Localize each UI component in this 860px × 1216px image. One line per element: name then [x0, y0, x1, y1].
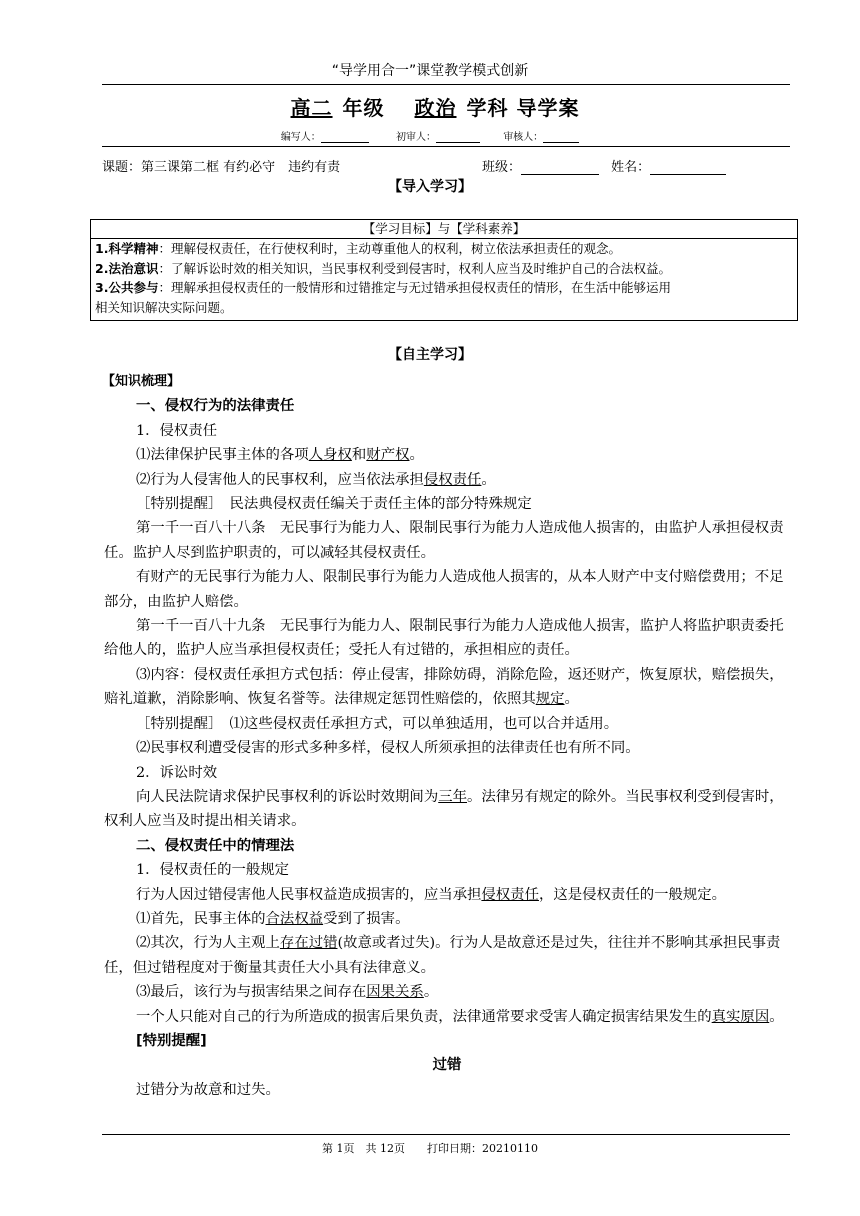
- page-footer: 第 1页 共 12页 打印日期：20210110: [322, 1142, 538, 1155]
- tip-note: ［特别提醒］ ⑴这些侵权责任承担方式，可以单独适用，也可以合并适用。: [136, 715, 619, 732]
- editor-blank[interactable]: [321, 132, 369, 143]
- goal-item: 3.公共参与：理解承担侵权责任的一般情形和过错推定与无过错承担侵权责任的情形，在生活中能够运用: [95, 280, 671, 295]
- first-review-blank[interactable]: [436, 132, 480, 143]
- subject-label: 学科: [466, 96, 509, 120]
- paragraph: ⑴首先，民事主体的合法权益受到了损害。: [136, 910, 410, 927]
- doc-type: 导学案: [516, 96, 580, 120]
- goal-item: 相关知识解决实际问题。: [95, 299, 233, 315]
- section-self-study: 【自主学习】: [388, 347, 472, 363]
- subheading: 2．诉讼时效: [136, 764, 218, 781]
- topic-line: [102, 156, 790, 175]
- title-rule: [102, 146, 790, 147]
- paragraph: ⑵民事权利遭受侵害的形式多种多样，侵权人所须承担的法律责任也有所不同。: [136, 740, 640, 757]
- paragraph: 第一千一百八十八条 无民事行为能力人、限制民事行为能力人造成他人损害的，由监护人承担侵权责任。监护人尽到监护职责的，可以减轻其侵权责任。: [104, 520, 784, 561]
- goals-heading: 【学习目标】与【学科素养】: [91, 220, 797, 239]
- doc-title: [0, 92, 860, 121]
- paragraph: ⑵行为人侵害他人的民事权利，应当依法承担侵权责任。: [136, 471, 496, 488]
- header-title: “导学用合一”课堂教学模式创新: [331, 63, 529, 79]
- content-body: [104, 370, 790, 1102]
- name-blank[interactable]: [650, 160, 726, 175]
- subheading: 1．侵权责任: [136, 422, 218, 439]
- staff-line: [0, 128, 860, 143]
- goal-item: 1.科学精神：理解侵权责任，在行使权利时，主动尊重他人的权利，树立依法承担责任的观念。: [95, 241, 621, 256]
- paragraph: 向人民法院请求保护民事权利的诉讼时效期间为三年。法律另有规定的除外。当民事权利受到侵害时，权利人应当及时提出相关请求。: [104, 788, 784, 830]
- paragraph: 有财产的无民事行为能力人、限制民事行为能力人造成他人损害的，从本人财产中支付赔偿费用；不足部分，由监护人赔偿。: [104, 569, 784, 610]
- subject-value: 政治: [414, 96, 457, 120]
- learning-goals-box: [90, 219, 798, 321]
- goal-item: 2.法治意识：了解诉讼时效的相关知识，当民事权利受到侵害时，权利人应当及时维护自己的合法权益。: [95, 260, 671, 276]
- paragraph: 第一千一百八十九条 无民事行为能力人、限制民事行为能力人造成他人损害，监护人将监护职责委托给他人的，监护人应当承担侵权责任；受托人有过错的，承担相应的责任。: [104, 618, 784, 659]
- tip-note: [特别提醒]: [136, 1032, 207, 1049]
- header-rule: [102, 84, 790, 85]
- tip-note: ［特别提醒］ 民法典侵权责任编关于责任主体的部分特殊规定: [136, 496, 532, 513]
- paragraph: 行为人因过错侵害他人民事权益造成损害的，应当承担侵权责任，这是侵权责任的一般规定。: [136, 886, 727, 903]
- class-name-fields: [482, 156, 726, 175]
- paragraph: ⑵其次，行为人主观上存在过错(故意或者过失)。行为人是故意还是过失，往往并不影响其承担民事责任，但过错程度对于衡量其责任大小具有法律意义。: [104, 935, 781, 976]
- reviewer-blank[interactable]: [543, 132, 579, 143]
- knowledge-label: 【知识梳理】: [102, 374, 181, 389]
- heading-1: 一、侵权行为的法律责任: [136, 398, 295, 415]
- first-review-label: 初审人：: [396, 132, 436, 143]
- paragraph: ⑶内容：侵权责任承担方式包括：停止侵害，排除妨碍，消除危险，返还财产，恢复原状，赔偿损失，赔礼道歉，消除影响、恢复名誉等。法律规定惩罚性赔偿的，依照其规定。: [104, 666, 784, 708]
- class-blank[interactable]: [521, 160, 599, 175]
- name-label: 姓名：: [611, 160, 651, 175]
- footer-rule: [102, 1134, 790, 1135]
- paragraph: ⑴法律保护民事主体的各项人身权和财产权。: [136, 447, 424, 464]
- grade-label: 年级: [342, 96, 385, 120]
- editor-label: 编写人：: [280, 132, 321, 143]
- paragraph: 一个人只能对自己的行为所造成的损害后果负责，法律通常要求受害人确定损害结果发生的真实原因。: [136, 1008, 784, 1025]
- fault-title: 过错: [432, 1057, 462, 1074]
- topic-label: 课题：第三课第二框 有约必守 违约有责: [102, 160, 341, 175]
- subheading: 1．侵权责任的一般规定: [136, 862, 290, 879]
- paragraph: 过错分为故意和过失。: [136, 1081, 280, 1098]
- heading-2: 二、侵权责任中的情理法: [136, 837, 295, 854]
- grade-value: 高二: [290, 96, 333, 120]
- section-intro: 【导入学习】: [388, 179, 472, 195]
- paragraph: ⑶最后，该行为与损害结果之间存在因果关系。: [136, 984, 439, 1001]
- class-label: 班级：: [482, 160, 522, 175]
- reviewer-label: 审核人：: [503, 132, 544, 143]
